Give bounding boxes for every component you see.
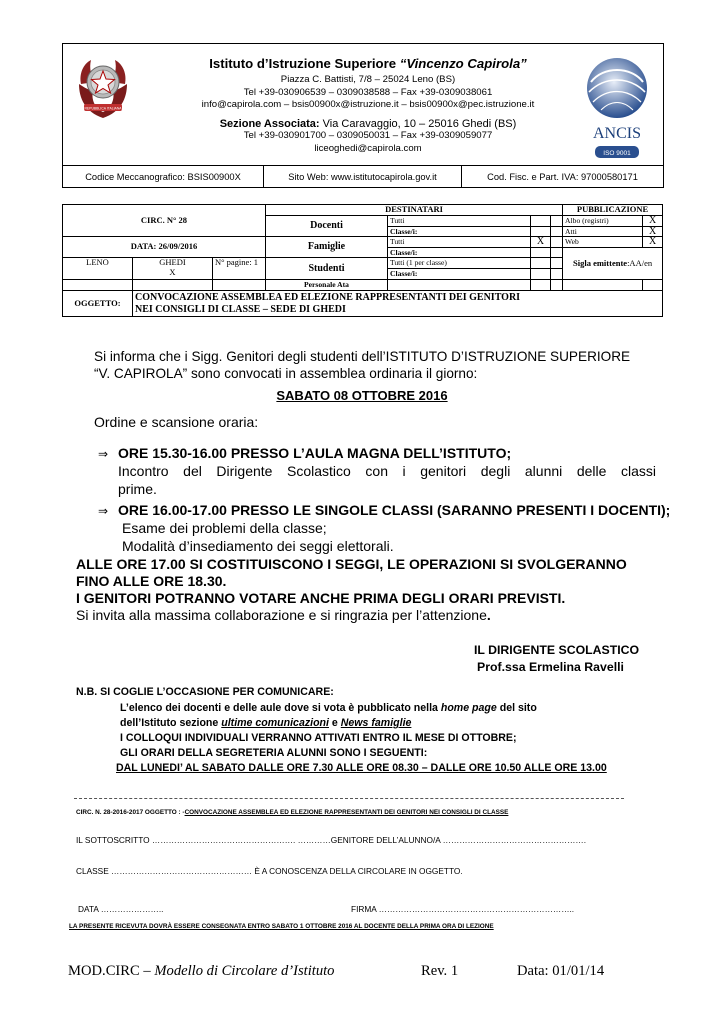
institute-title: Istituto d’Istruzione Superiore “Vincenzo Capirola” (209, 56, 527, 71)
studenti-label: Studenti (266, 258, 388, 280)
item2-text-2: Modalità d’insediamento dei seggi elettorali. (122, 538, 394, 554)
famiglie-tutti: Tutti (388, 237, 531, 248)
institute-codes-row (63, 165, 663, 187)
famiglie-classe-spacer (551, 247, 563, 258)
numero-pagine: N° pagine: 1 (213, 258, 266, 280)
studenti-tutti: Tutti (1 per classe) (388, 258, 531, 269)
famiglie-tutti-mark: X (531, 237, 551, 248)
dirigente-name: Prof.ssa Ermelina Ravelli (477, 660, 624, 674)
empty-cell (531, 280, 551, 291)
nb-heading: N.B. SI COGLIE L’OCCASIONE PER COMUNICARE: (76, 686, 334, 698)
sito-web: Sito Web: www.istitutocapirola.gov.it (264, 166, 462, 187)
codice-meccanografico: Codice Meccanografico: BSIS00900X (63, 166, 264, 187)
empty-cell (213, 280, 266, 291)
sede-email: liceoghedi@capirola.com (314, 142, 422, 154)
pub-albo-mark: X (643, 216, 663, 227)
circ-date: DATA: 26/09/2016 (63, 237, 266, 258)
empty-cell (63, 280, 133, 291)
docenti-classe: Classe/i: (388, 226, 531, 237)
pub-atti-mark: X (643, 226, 663, 237)
letterhead (62, 43, 664, 188)
docenti-classe-spacer (551, 226, 563, 237)
circ-number: CIRC. N° 28 (63, 205, 266, 237)
item2-title: ORE 16.00-17.00 PRESSO LE SINGOLE CLASSI (SARANNO PRESENTI I DOCENTI); (118, 502, 671, 518)
institute-info (153, 56, 583, 155)
institute-address: Piazza C. Battisti, 7/8 – 25024 Leno (BS) (280, 74, 456, 85)
ordine-heading: Ordine e scansione oraria: (94, 414, 259, 430)
pub-web: Web (563, 237, 643, 248)
bold-notice-1: ALLE ORE 17.00 SI COSTITUISCONO I SEGGI, LE OPERAZIONI SI SVOLGERANNO (76, 556, 627, 572)
svg-text:ISO 9001: ISO 9001 (603, 150, 631, 157)
nb-line-5: DAL LUNEDI’ AL SABATO DALLE ORE 7.30 ALLE ORE 08.30 – DALLE ORE 10.50 ALLE ORE 13.00 (116, 762, 607, 774)
ancis-iso-logo-icon (577, 52, 657, 162)
famiglie-classe-check (531, 247, 551, 258)
arrow-icon: ⇒ (98, 504, 109, 518)
docenti-classe-check (531, 226, 551, 237)
sede-leno: LENO (63, 258, 133, 280)
sigla-emittente: Sigla emittente:AA/en (563, 247, 663, 280)
docenti-tutti: Tutti (388, 216, 531, 227)
personale-ata-label: Personale Ata (266, 280, 388, 291)
pub-atti: Atti (563, 226, 643, 237)
item1-title: ORE 15.30-16.00 PRESSO L’AULA MAGNA DELL’ISTITUTO; (118, 445, 512, 461)
empty-cell (133, 280, 213, 291)
studenti-tutti-check (531, 258, 551, 269)
studenti-classe: Classe/i: (388, 269, 531, 280)
pubblicazione-header: PUBBLICAZIONE (563, 205, 663, 216)
sede-ghedi: GHEDI X (133, 258, 213, 280)
famiglie-spacer (551, 237, 563, 248)
destinatari-header: DESTINATARI (266, 205, 563, 216)
nb-line-2: dell’Istituto sezione ultime comunicazioni e News famiglie (120, 717, 412, 729)
receipt-sottoscritto: IL SOTTOSCRITTO ……………………………………………. …………GENITORE DELL’ALUNNO/A ……………………………………………. (76, 835, 586, 845)
docenti-tutti-check (531, 216, 551, 227)
item1-text-1: Incontro del Dirigente Scolastico con i genitori degli alunni delle classi (118, 463, 656, 479)
docenti-label: Docenti (266, 216, 388, 237)
bold-notice-2: FINO ALLE ORE 18.30. (76, 573, 227, 589)
receipt-firma: FIRMA …………………………………………………………….. (351, 904, 575, 914)
oggetto-text: CONVOCAZIONE ASSEMBLEA ED ELEZIONE RAPPRESENTANTI DEI GENITORI NEI CONSIGLI DI CLASSE – SEDE DI GHEDI (133, 291, 663, 317)
nb-line-4: GLI ORARI DELLA SEGRETERIA ALUNNI SONO I SEGUENTI: (120, 747, 428, 759)
pub-web-mark: X (643, 237, 663, 248)
meeting-date: SABATO 08 OTTOBRE 2016 (276, 388, 448, 403)
oggetto-label: OGGETTO: (63, 291, 133, 317)
empty-cell (643, 280, 663, 291)
receipt-data: DATA ………………….. (78, 904, 164, 914)
empty-cell (563, 280, 643, 291)
cut-line (74, 798, 624, 799)
studenti-classe-spacer (551, 269, 563, 280)
footer-model: MOD.CIRC – Modello di Circolare d’Istituto (68, 963, 335, 979)
codice-fiscale: Cod. Fisc. e Part. IVA: 97000580171 (487, 171, 638, 182)
sede-associata: Sezione Associata: Via Caravaggio, 10 – 25016 Ghedi (BS) (219, 117, 517, 130)
letterhead-top (63, 44, 663, 165)
arrow-icon: ⇒ (98, 447, 109, 461)
institute-emails: info@capirola.com – bsis00900x@istruzione.it – bsis00900x@pec.istruzione.it (201, 99, 535, 110)
institute-phone: Tel +39-030906539 – 0309038588 – Fax +39-0309038061 (243, 86, 493, 98)
sede-phone: Tel +39-030901700 – 0309050031 – Fax +39-0309059077 (243, 130, 493, 141)
famiglie-classe: Classe/i: (388, 247, 531, 258)
receipt-classe: CLASSE …………………………………………… È A CONOSCENZA DELLA CIRCOLARE IN OGGETTO. (76, 866, 463, 876)
studenti-classe-check (531, 269, 551, 280)
circular-info-table (62, 204, 663, 317)
receipt-note: LA PRESENTE RICEVUTA DOVRÀ ESSERE CONSEGNATA ENTRO SABATO 1 OTTOBRE 2016 AL DOCENTE DELLA PRIMA ORA DI LEZIONE (69, 923, 494, 930)
pub-albo: Albo (registri) (563, 216, 643, 227)
svg-text:ANCIS: ANCIS (592, 125, 642, 142)
bold-notice-3: I GENITORI POTRANNO VOTARE ANCHE PRIMA DEGLI ORARI PREVISTI. (76, 590, 566, 606)
closing-text: Si invita alla massima collaborazione e si ringrazia per l’attenzione. (76, 607, 491, 623)
nb-line-1: L’elenco dei docenti e delle aule dove si vota è pubblicato nella home page del sito (120, 702, 537, 714)
svg-text:REPUBBLICA ITALIANA: REPUBBLICA ITALIANA (84, 106, 122, 111)
dirigente-title: IL DIRIGENTE SCOLASTICO (474, 643, 640, 657)
receipt-circ-ref: CIRC. N. 28-2016-2017 OGGETTO : -CONVOCAZIONE ASSEMBLEA ED ELEZIONE RAPPRESENTANTI DEI GENITORI NEI CONSIGLI DI CLASSE (76, 809, 509, 816)
empty-cell (551, 280, 563, 291)
item1-text-2: prime. (118, 481, 157, 497)
item2-text-1: Esame dei problemi della classe; (122, 520, 327, 536)
famiglie-label: Famiglie (266, 237, 388, 258)
intro-line-2: “V. CAPIROLA” sono convocati in assemblea ordinaria il giorno: (94, 366, 478, 381)
studenti-spacer (551, 258, 563, 269)
nb-line-3: I COLLOQUI INDIVIDUALI VERRANNO ATTIVATI ENTRO IL MESE DI OTTOBRE; (120, 732, 517, 744)
empty-cell (388, 280, 531, 291)
docenti-spacer (551, 216, 563, 227)
footer-date: Data: 01/01/14 (517, 963, 605, 979)
italian-republic-emblem-icon (75, 54, 131, 122)
footer-rev: Rev. 1 (421, 963, 459, 979)
intro-line-1: Si informa che i Sigg. Genitori degli studenti dell’ISTITUTO D’ISTRUZIONE SUPERIORE (94, 349, 631, 364)
